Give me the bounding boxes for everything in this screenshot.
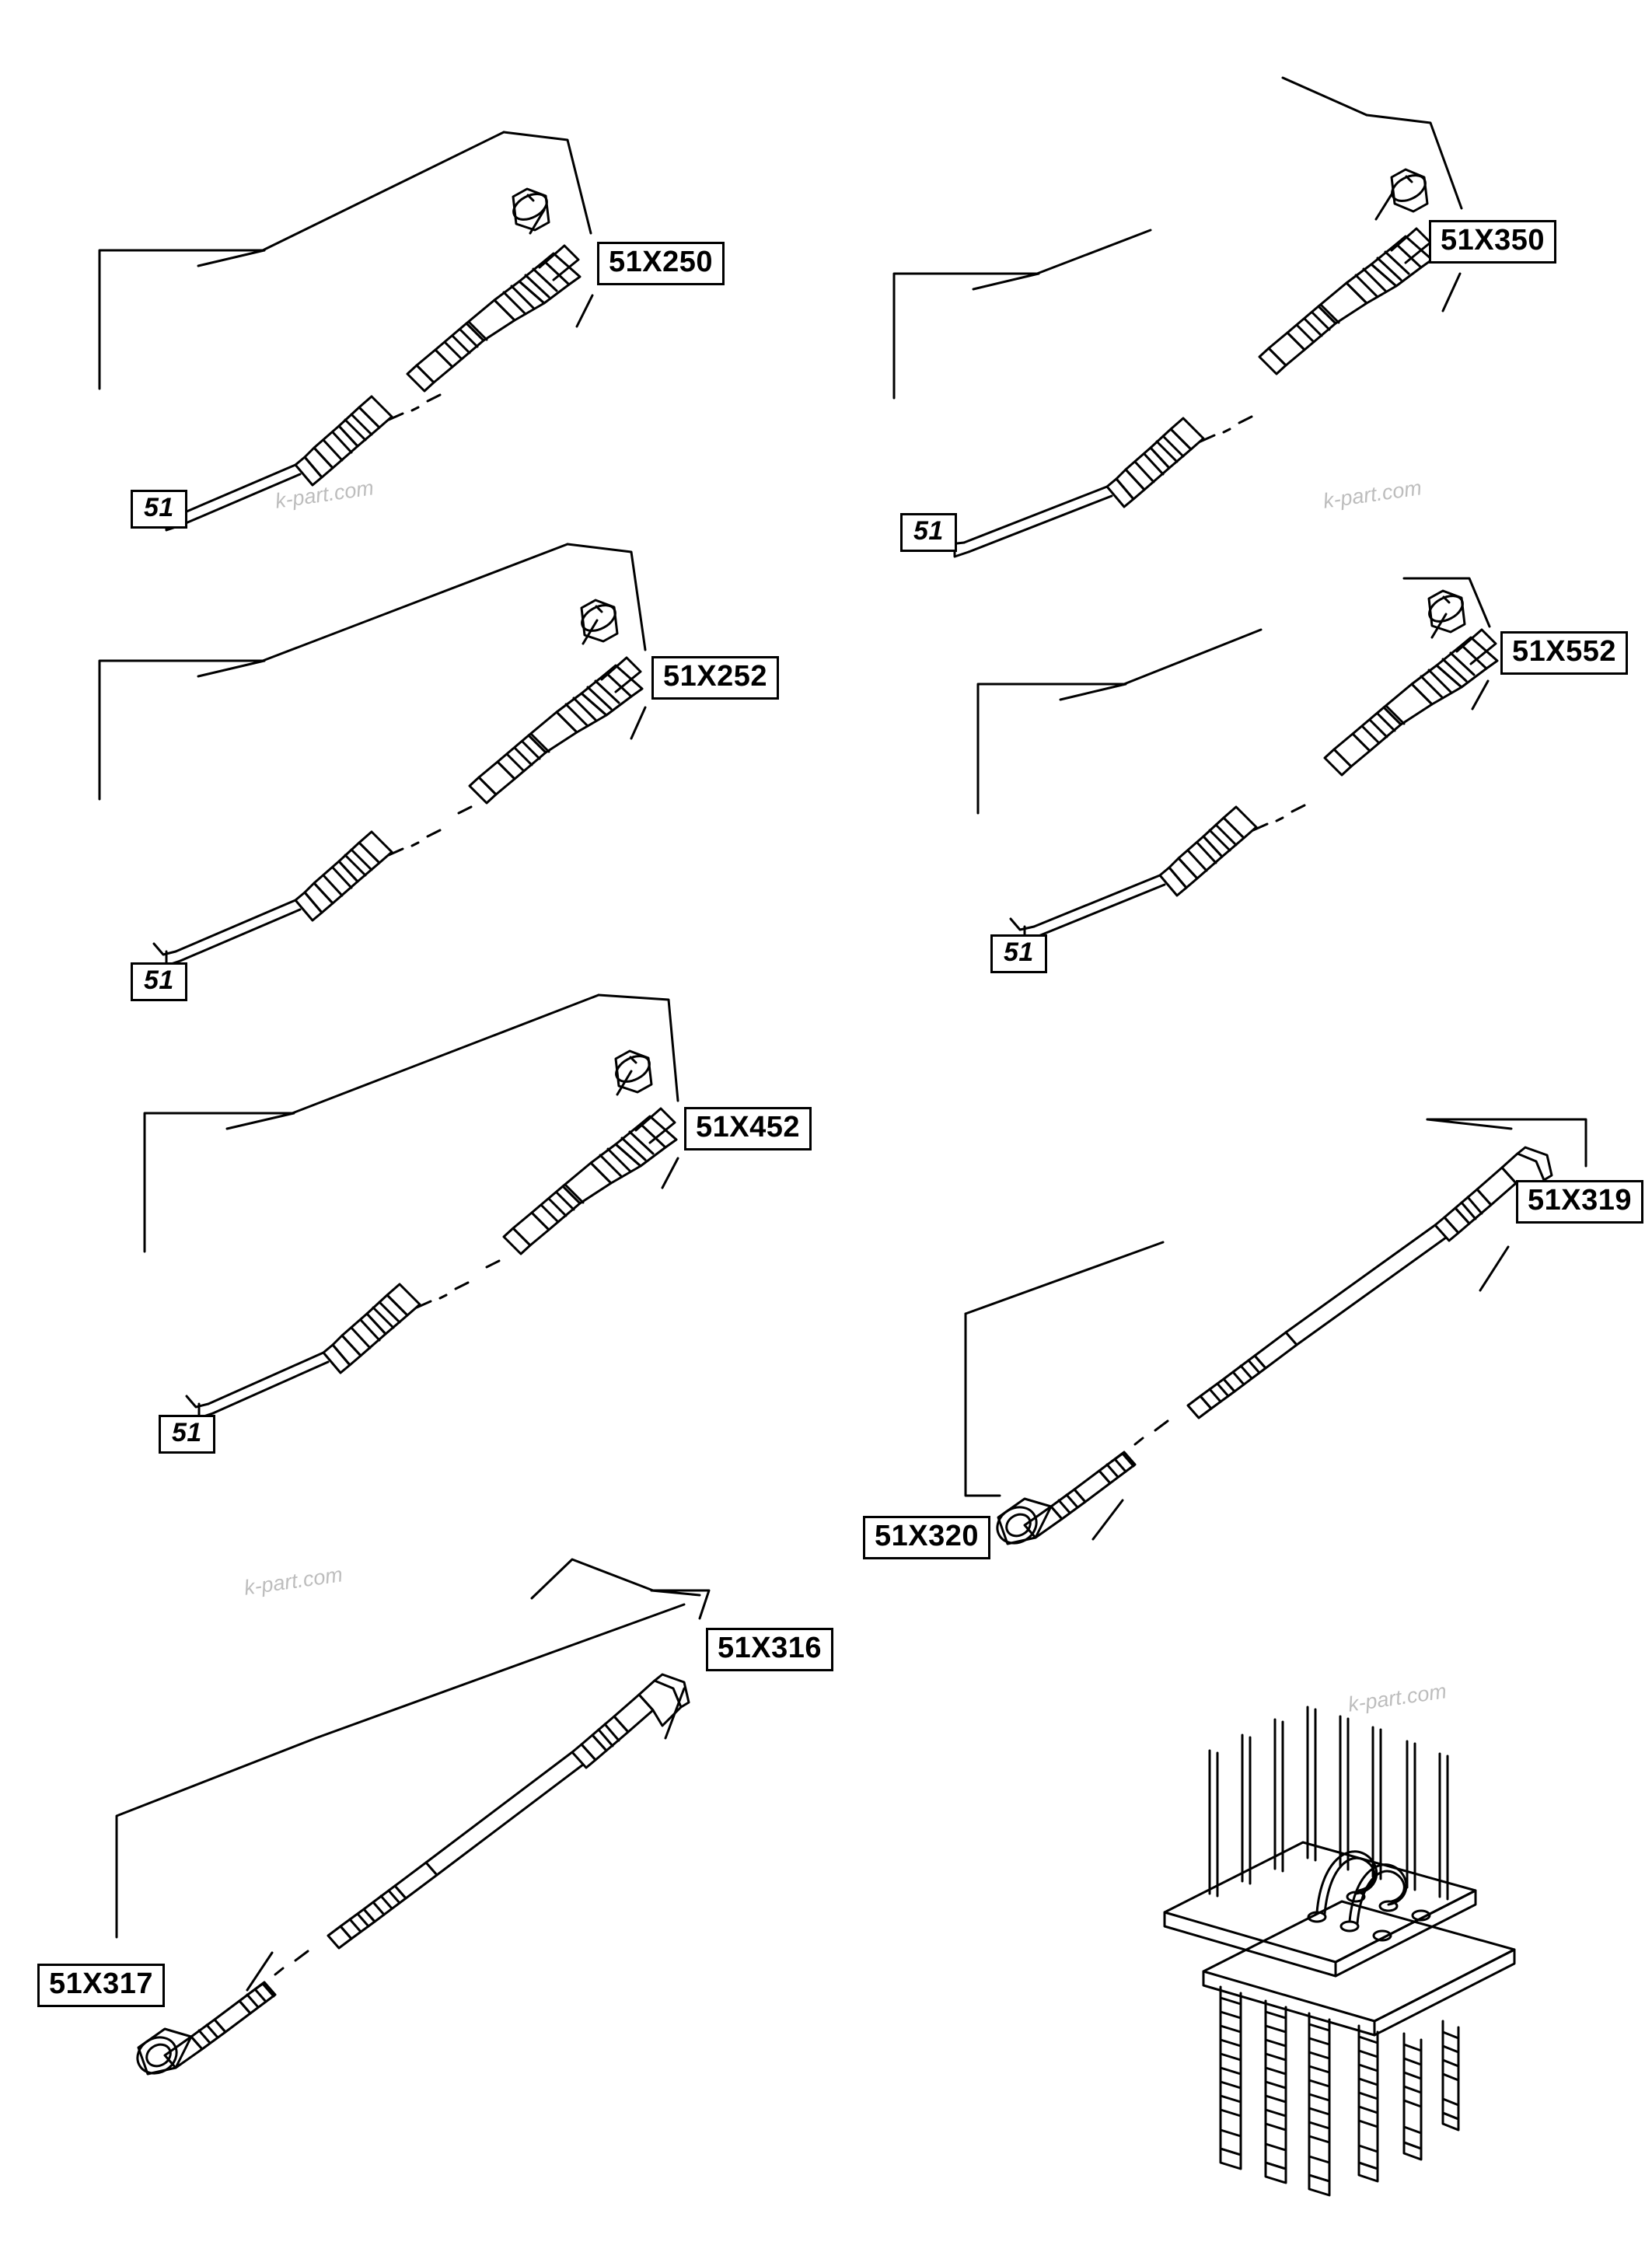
assembly-51X552-art [1011,591,1497,941]
assembly-51X319-51X320-art [990,1147,1552,1550]
watermark-3: k-part.com [243,1562,344,1600]
callout-51-a5[interactable]: 51 [159,1415,215,1454]
watermark-1: k-part.com [274,476,375,513]
callout-51-a1[interactable]: 51 [131,490,187,529]
callout-51X250[interactable]: 51X250 [597,242,725,285]
callout-51X320[interactable]: 51X320 [863,1516,990,1559]
watermark-4: k-part.com [1346,1679,1448,1716]
assembly-51X252-leaders [100,544,645,799]
callout-51X317[interactable]: 51X317 [37,1964,165,2007]
callout-51X350[interactable]: 51X350 [1429,220,1556,264]
assembly-51X319-51X320-leaders [966,1119,1586,1539]
callout-51X452[interactable]: 51X452 [684,1107,812,1150]
assembly-51X316-51X317-leaders [117,1559,709,1990]
manifold-plate-assembly-art [1165,1707,1514,2195]
callout-51X252[interactable]: 51X252 [651,656,779,700]
assembly-51X350-leaders [894,78,1462,398]
assembly-51X452-leaders [145,995,678,1252]
assembly-51X252-art [154,600,642,965]
callout-51-a3[interactable]: 51 [131,962,187,1001]
assembly-51X552-leaders [978,578,1490,813]
callout-51X316[interactable]: 51X316 [706,1628,833,1671]
callout-51-a2[interactable]: 51 [900,513,957,552]
callout-51-a4[interactable]: 51 [990,934,1047,973]
assembly-51X452-art [187,1051,676,1418]
callout-51X552[interactable]: 51X552 [1500,631,1628,675]
watermark-2: k-part.com [1322,476,1423,513]
assembly-51X316-51X317-art [131,1674,689,2080]
assembly-51X250-leaders [100,132,592,389]
callout-51X319[interactable]: 51X319 [1516,1180,1643,1224]
